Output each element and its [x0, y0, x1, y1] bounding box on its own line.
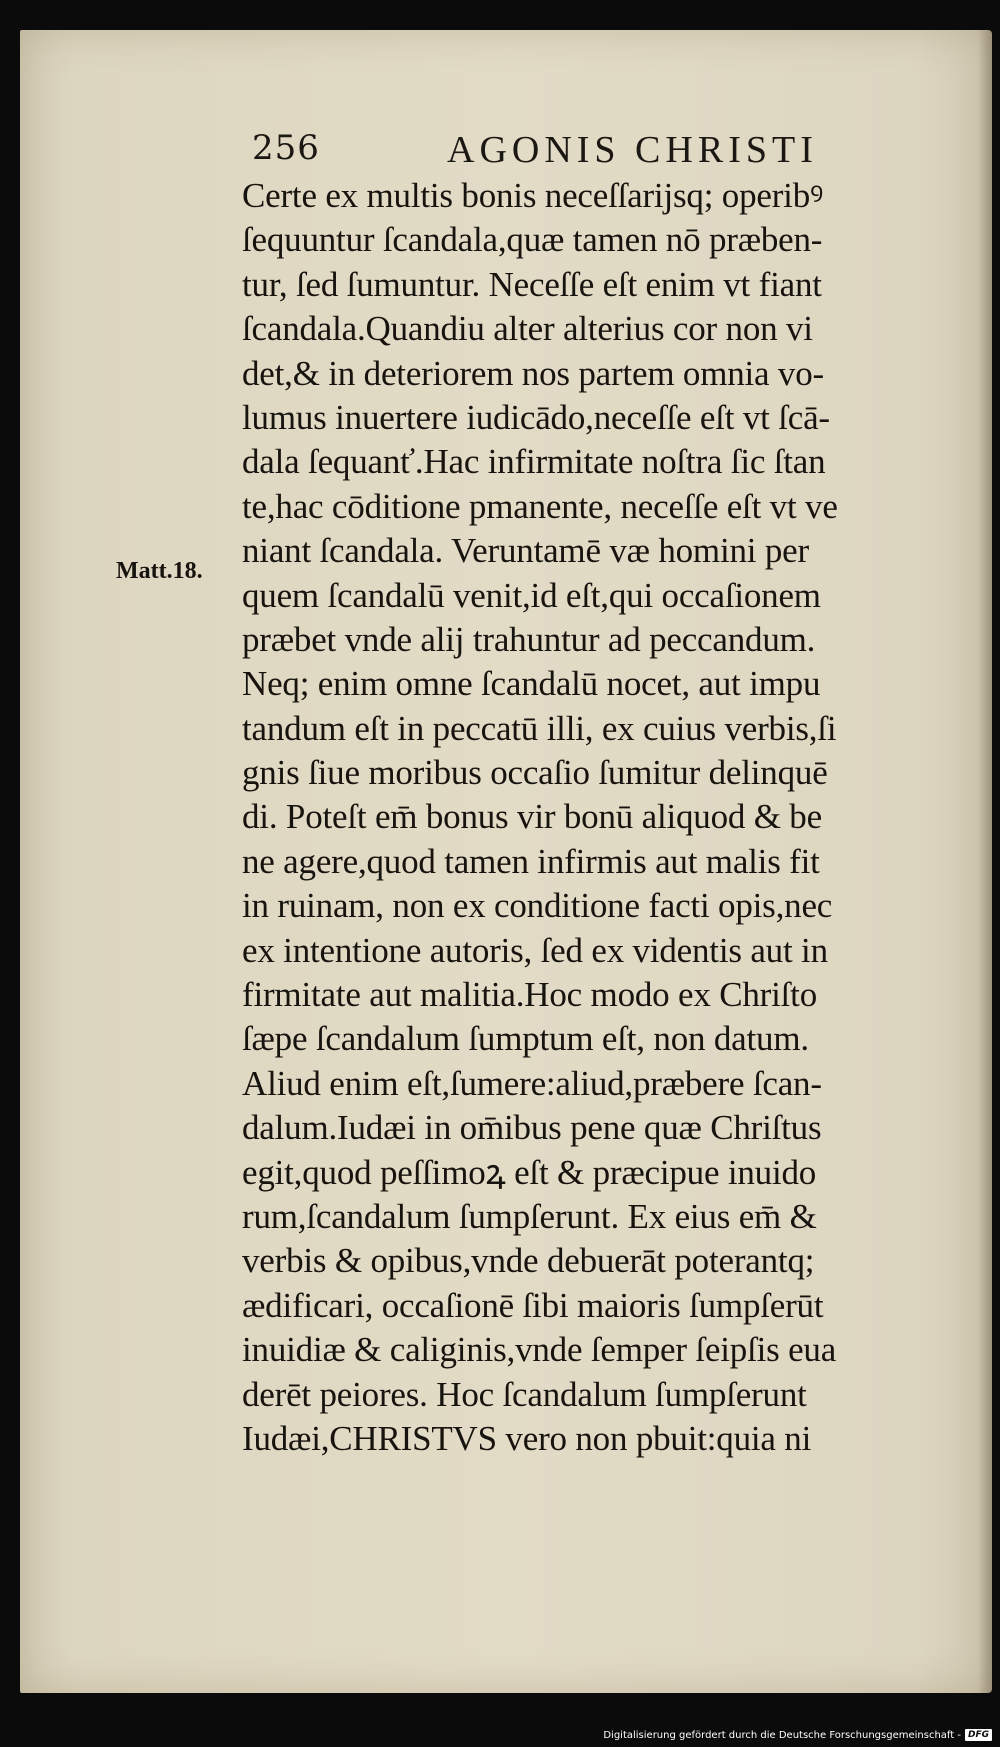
text-line: lumus inuertere iudicādo,neceſſe eſt vt ſcā-	[242, 397, 830, 437]
text-line: ſcandala.Quandiu alter alterius cor non vi	[242, 309, 813, 349]
text-line: egit,quod peſſimoꝝ eſt & præcipue inuido	[242, 1152, 817, 1192]
text-line: tandum eſt in peccatū illi, ex cuius verbis,ſi	[242, 708, 837, 748]
book-page	[20, 30, 992, 1693]
margin-note: Matt.18.	[116, 558, 203, 584]
text-line: verbis & opibus,vnde debuerāt poterantq;	[242, 1241, 815, 1281]
credit-text: Digitalisierung gefördert durch die Deutsche Forschungsgemeinschaft -	[603, 1729, 961, 1741]
text-line: ex intentione autoris, ſed ex videntis aut in	[242, 930, 828, 970]
text-line: Neq; enim omne ſcandalū nocet, aut impu	[242, 664, 821, 704]
text-line: Certe ex multis bonis neceſſarijsq; operibꝰ	[242, 176, 824, 215]
dfg-logo-icon: DFG	[965, 1729, 992, 1741]
text-line: gnis ſiue moribus occaſio ſumitur delinquē	[242, 753, 828, 793]
page-number: 256	[252, 128, 320, 168]
body-text	[242, 174, 942, 1461]
text-line: Aliud enim eſt,ſumere:aliud,præbere ſcan-	[242, 1063, 822, 1103]
running-title: AGONIS CHRISTI	[447, 129, 818, 171]
text-line: niant ſcandala. Veruntamē væ homini per	[242, 531, 809, 571]
text-line: præbet vnde alij trahuntur ad peccandum.	[242, 619, 816, 659]
text-line: derēt peiores. Hoc ſcandalum ſumpſerunt	[242, 1374, 807, 1414]
footer-bar	[0, 1693, 1000, 1747]
text-line: ne agere,quod tamen infirmis aut malis fit	[242, 841, 820, 881]
text-line: te,hac cōditione pmanente, neceſſe eſt vt ve	[242, 486, 838, 526]
text-line: ædificari, occaſionē ſibi maioris ſumpſerūt	[242, 1285, 824, 1325]
running-head	[252, 128, 832, 174]
footer-credit	[603, 1729, 992, 1741]
text-line: det,& in deteriorem nos partem omnia vo-	[242, 353, 824, 393]
text-line: firmitate aut malitia.Hoc modo ex Chriſto	[242, 975, 817, 1015]
text-line: in ruinam, non ex conditione facti opis,nec	[242, 886, 833, 926]
text-line: Iudæi,CHRISTVS vero non pbuit:quia ni	[242, 1418, 812, 1458]
text-line: tur, ſed ſumuntur. Neceſſe eſt enim vt fiant	[242, 264, 822, 304]
text-line: di. Poteſt em̄ bonus vir bonū aliquod & be	[242, 797, 822, 837]
text-line: rum,ſcandalum ſumpſerunt. Ex eius em̄ &	[242, 1196, 817, 1236]
text-line: quem ſcandalū venit,id eſt,qui occaſionem	[242, 575, 821, 615]
page-edge-shadow	[978, 30, 992, 1693]
text-line: inuidiæ & caliginis,vnde ſemper ſeipſis eua	[242, 1330, 837, 1370]
text-line: dala ſequanť.Hac infirmitate noſtra ſic ſtan	[242, 442, 826, 482]
text-line: dalum.Iudæi in om̄ibus pene quæ Chriſtus	[242, 1108, 822, 1148]
text-line: ſequuntur ſcandala,quæ tamen nō præben-	[242, 220, 823, 260]
text-line: ſæpe ſcandalum ſumptum eſt, non datum.	[242, 1019, 809, 1059]
